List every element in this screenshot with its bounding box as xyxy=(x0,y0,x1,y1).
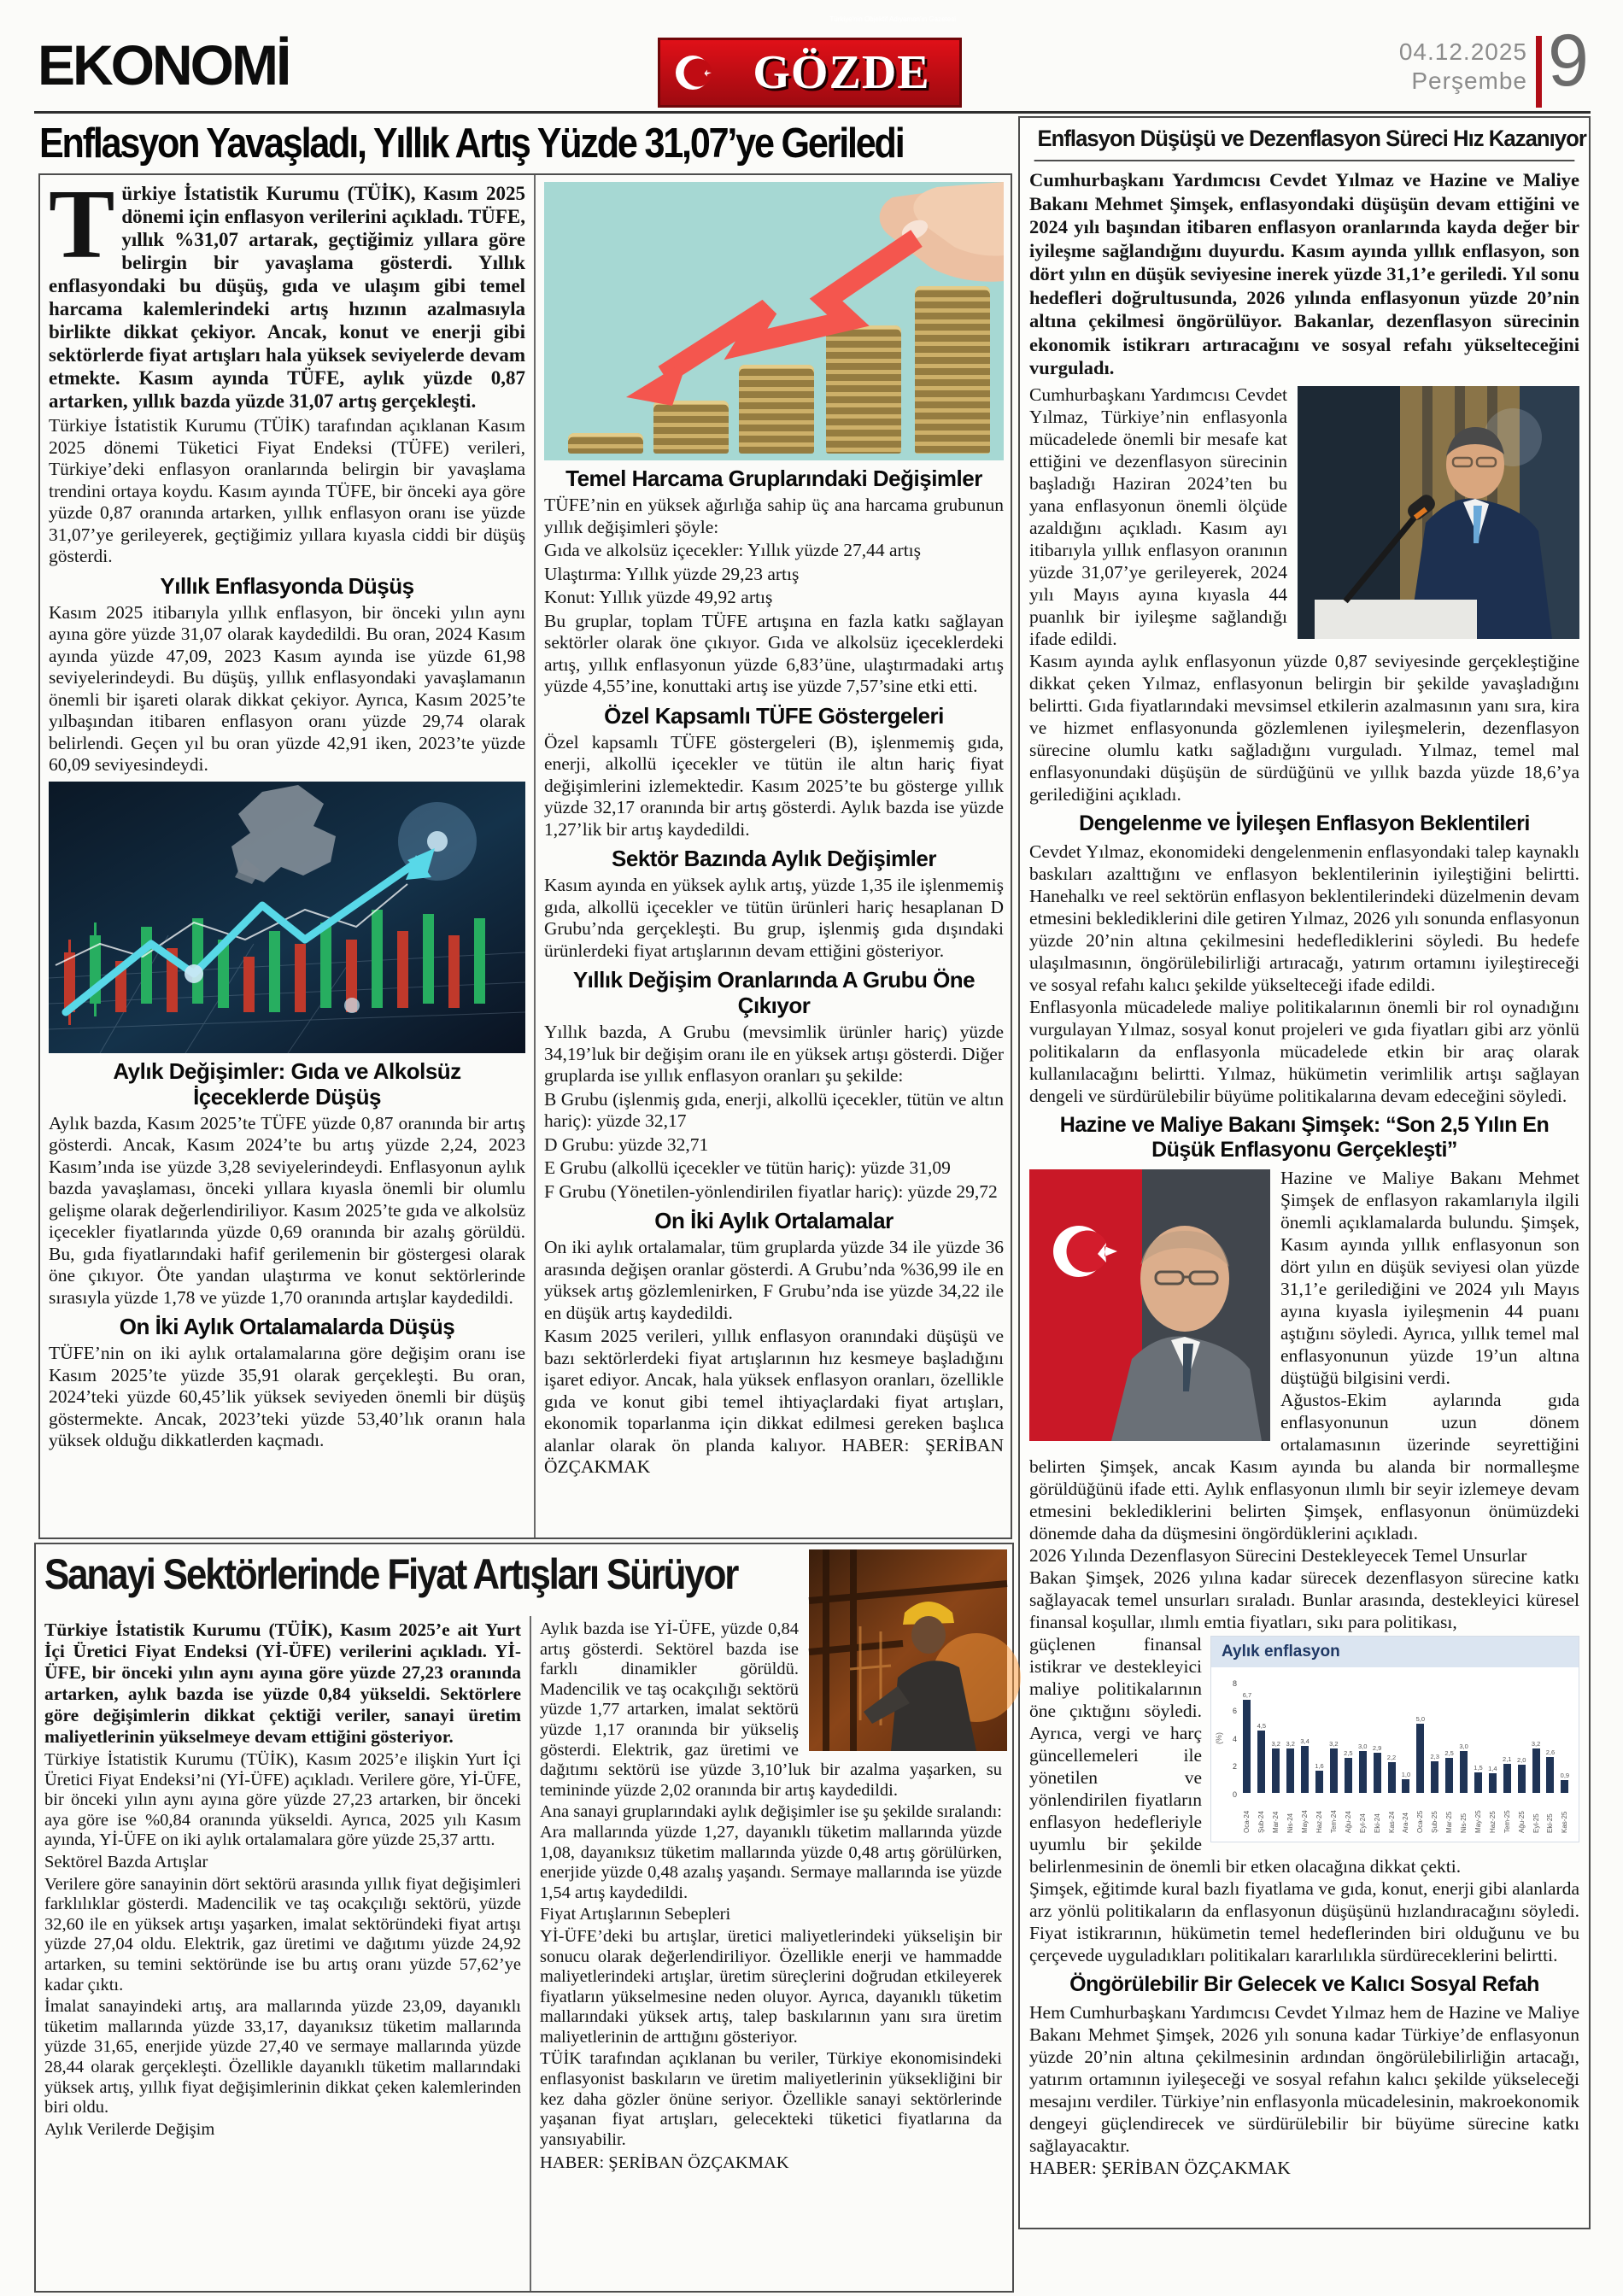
chart-bar: 0,9 Kas-25 xyxy=(1560,1771,1570,1833)
chart-bars xyxy=(1240,1672,1572,1833)
chart-y-tick: 8 xyxy=(1232,1678,1237,1688)
chart-bar: 2,9 Eki-24 xyxy=(1372,1743,1382,1833)
column-divider xyxy=(530,1616,531,2291)
byline: HABER: ŞERİBAN ÖZÇAKMAK xyxy=(1029,2157,1291,2178)
inline-subheading: Sektörel Bazda Artışlar xyxy=(44,1852,208,1871)
paragraph: On iki aylık ortalamalar, tüm gruplarda yüzde 34 ile yüzde 36 arasında değişen oranlar gösterdi. A Grubu’nda %36,99 ile en yüksek artış gözlemlenirken, F Grubu’nda ise yüzde 34,22 ile en düşük artış kaydedildi. xyxy=(544,1237,1004,1323)
chart-bar: 3,0 Eyl-24 xyxy=(1357,1742,1368,1833)
chart-bar: 5,0 Oca-25 xyxy=(1415,1714,1426,1833)
paragraph: Enflasyonla mücadelede maliye politikalarının önemli bir rol oynadığını vurgulayan Yılmaz, sosyal konut projeleri ve gıda fiyatları gibi arz yönlü politikaların da enflasyonla mücadelede etkin bir araç olarak kullanılacağını belirtti. Yılmaz, hükümetin verimlilik artışı sağlayan dengeli ve sürdürülebilir büyüme politikalarına devam edeceğini söyledi. xyxy=(1029,996,1579,1106)
byline: HABER: ŞERİBAN ÖZÇAKMAK xyxy=(540,2153,789,2173)
chart-bar: 3,2 Tem-24 xyxy=(1329,1739,1339,1833)
list-item: B Grubu (işlenmiş gıda, enerji, alkollü içecekler, tütün ve altın hariç): yüzde 32,17 xyxy=(544,1088,1004,1131)
chart-bar: 1,6 Haz-24 xyxy=(1315,1761,1324,1833)
right-article-headline: Enflasyon Düşüşü ve Dezenflasyon Süreci Hız Kazanıyor xyxy=(1034,118,1575,161)
paragraph: Cumhurbaşkanı Yardımcısı Cevdet Yılmaz, Türkiye’nin enflasyonla mücadelede önemli bir mesafe kat ettiğini ve dezenflasyon sürecinin başladığı Haziran 2024’ten bu yana enflasyonun önemli ölçüde azaldığını açıkladı. Kasım ayı itibarıyla yıllık enflasyon oranının yüzde 31,07’ye gerileyerek, 2024 yılı Mayıs ayına kıyasla 44 puanlık bir iyileşme sağlandığı ifade edildi. xyxy=(1029,384,1287,649)
subheading: Yıllık Enflasyonda Düşüş xyxy=(160,572,414,599)
date-block xyxy=(1365,38,1527,96)
subheading: Dengelenme ve İyileşen Enflasyon Beklentileri xyxy=(1079,811,1530,835)
chart-y-tick: 6 xyxy=(1232,1707,1237,1715)
subheading: Öngörülebilir Bir Gelecek ve Kalıcı Sosyal Refah xyxy=(1069,1971,1539,1996)
stock-market-photo xyxy=(49,782,525,1053)
logo-tagline: Türkiye'nin Objektif Adıyaman'ın Gazetesi xyxy=(829,15,956,23)
paragraph: İmalat sanayindeki artış, ara mallarında yüzde 23,09, dayanıklı tüketim mallarında yüzde 33,17, dayanıksız tüketim mallarında yüzde 31,65, enerjide yüzde 27,40 ve sermaye mallarında yüzde 28,44 olarak gerçekleşti. Özellikle dayanıklı tüketim mallarındaki yüksek artış, yıllık fiyat değişimlerinin dikkat çeken kalemlerinden biri oldu. xyxy=(44,1997,521,2117)
chart-title: Aylık enflasyon xyxy=(1211,1637,1579,1667)
lead-paragraph: Cumhurbaşkanı Yardımcısı Cevdet Yılmaz ve Hazine ve Maliye Bakanı Mehmet Şimşek, enflasyondaki düşüşün devam ettiğini ve 2024 yılı başından itibaren enflasyon oranlarında kayda değer bir iyileşme sağlandığını duyurdu. Kasım ayında yıllık enflasyon, son dört yılın en düşük seviyesine inerek yüzde 31,1’e geriledi. Yıl sonu hedefleri doğrultusunda, 2026 yılında enflasyonun yüzde 20’nin altına çekilmesi öngörülüyor. Bakanlar, dezenflasyon sürecinin ekonomik istikrarı artıracağını ve sosyal refahı yükselteceğini vurguladı. xyxy=(1029,169,1579,378)
page-number-divider xyxy=(1536,36,1542,108)
subheading: Hazine ve Maliye Bakanı Şimşek: “Son 2,5 Yılın En Düşük Enflasyonu Gerçekleşti” xyxy=(1059,1112,1550,1162)
bottom-article xyxy=(34,1543,1014,2293)
main-article xyxy=(38,170,1012,1539)
subheading: On İki Aylık Ortalamalar xyxy=(654,1208,894,1233)
chart-y-tick: 0 xyxy=(1232,1789,1237,1799)
chart-bar: 2,0 Ağu-25 xyxy=(1516,1755,1526,1833)
list-item: Gıda ve alkolsüz içecekler: Yıllık yüzde 27,44 artış xyxy=(544,540,922,560)
subheading: Yıllık Değişim Oranlarında A Grubu Öne Çıkıyor xyxy=(572,967,976,1018)
list-item: E Grubu (alkollü içecekler ve tütün hariç): yüzde 31,09 xyxy=(544,1157,951,1178)
chart-bar: 3,0 Nis-25 xyxy=(1459,1742,1468,1833)
logo-title: GÖZDE xyxy=(753,46,930,99)
issue-date: 04.12.2025 xyxy=(1398,38,1527,65)
paragraph: Ana sanayi gruplarındaki aylık değişimler ise şu şekilde sıralandı: Ara mallarında yüzde 1,27, dayanıklı tüketim mallarında yüzde 1,08, dayanıksız tüketim mallarında yüzde 0,48 artış görülürken, enerjide yüzde 0,48 azalış yaşandı. Sermaye mallarında ise yüzde 1,54 artış kaydedildi. xyxy=(540,1802,1002,1902)
bottom-article-column-2 xyxy=(540,1620,1002,2287)
chart-bar: 2,5 Mar-25 xyxy=(1444,1748,1454,1833)
photo-wrap-spacer xyxy=(799,1620,1002,1754)
paragraph: Yıllık bazda, A Grubu (mevsimlik ürünler hariç) yüzde 34,19’luk bir değişim oranı ile en yüksek artışı gösterdi. Diğer gruplarda ise yıllık enflasyon oranları şu şekilde: xyxy=(544,1022,1004,1086)
chart-plot xyxy=(1211,1667,1579,1835)
main-headline: Enflasyon Yavaşladı, Yıllık Artış Yüzde 31,07’ye Geriledi xyxy=(39,120,904,167)
paragraph: Bakan Şimşek, 2026 yılına kadar sürecek dezenflasyon sürecine katkı sağlayacak temel unsurları sıraladı. Bunlar arasında, destekleyici küresel finansal koşullar, ılımlı emtia fiyatları, sıkı para politikası, xyxy=(1029,1567,1579,1632)
paragraph: Verilere göre sanayinin dört sektörü arasında yıllık fiyat değişimleri farklılıklar gösterdi. Madencilik ve taş ocakçılığı sektörü, yüzde 32,60 ile en yüksek artışı yaşarken, imalat sektöründeki fiyat artışı yüzde 27,04 oldu. Elektrik, gaz üretimi ve dağıtımı yüzde 24,92 artarken, su temini sektöründe ise bu artış oranı yüzde 57,62’ye kadar çıktı. xyxy=(44,1874,521,1994)
coins-arrow-photo xyxy=(544,182,1004,460)
cevdet-yilmaz-photo xyxy=(1298,386,1579,639)
paragraph: Kasım ayında en yüksek aylık artış, yüzde 1,35 ile işlenmemiş gıda, alkollü içecekler ve tütün ürünleri hariç hesaplanan D Grubu’nda gerçekleşti. Bu grup, işlenmiş gıda dışındaki ürünlerdeki fiyat artışlarının devam ettiğini gösteriyor. xyxy=(544,875,1004,961)
header-rule xyxy=(34,111,1591,114)
paragraph: Özel kapsamlı TÜFE göstergeleri (B), işlenmemiş gıda, enerji, alkollü içecekler ve tütün ile altın hariç fiyat değişimlerini izlemektedir. Kasım 2025’te bu gösterge yıllık yüzde 32,17 oranında bir artış gösterdi. Aylık bazda ise yüzde 1,27’lik bir artış kaydedildi. xyxy=(544,731,1004,840)
main-article-column-2 xyxy=(544,182,1004,1534)
lead-paragraph: Türkiye İstatistik Kurumu (TÜİK), Kasım 2025’e ait Yurt İçi Üretici Fiyat Endeksi (Yİ-ÜFE) verilerini açıkladı. Yİ-ÜFE, bir önceki yılın aynı ayına göre yüzde 27,23 oranında artarken, aylık bazda ise yüzde 0,84 yükseldi. Sektörlere göre değişimlerin dikkat çektiği veriler, sanayi üretim maliyetlerinin yükselmeye devam ettiğini gösteriyor. xyxy=(44,1620,521,1747)
paragraph: Ağustos-Ekim aylarında gıda enflasyonunun uzun dönem ortalamasının üzerinde seyrettiğini belirten Şimşek, ancak Kasım ayında bu alanda bir normalleşme görüldüğünü ifade etti. Aylık enflasyonun ılımlı bir seyir izlemeye devam etmesini beklediklerini belirten Şimşek, enflasyonun önümüzdeki dönemde daha da düşmesini öngördüklerini açıkladı. xyxy=(1029,1389,1579,1543)
inline-subheading: Fiyat Artışlarının Sebepleri xyxy=(540,1905,731,1924)
chart-bar: 3,2 Nis-24 xyxy=(1286,1739,1295,1833)
subheading: Temel Harcama Gruplarındaki Değişimler xyxy=(565,466,982,491)
paragraph: Hem Cumhurbaşkanı Yardımcısı Cevdet Yılmaz hem de Hazine ve Maliye Bakanı Mehmet Şimşek, 2026 yılı sonuna kadar Türkiye’de enflasyonun yüzde 20’nin altına çekilmesinin ardından öngörülebilirliğin artacağı, yatırım ortamının iyileşeceği ve sosyal refahın kalıcı şekilde yükseleceği mesajını verdiler. Türkiye’nin enflasyonla mücadelesinin, makroekonomik dengeyi güçlendirecek ve sürdürülebilir bir büyüme sürecine katkı sağlayacaktır. xyxy=(1029,2001,1579,2156)
minister-portrait-illustration xyxy=(1029,1169,1270,1441)
chart-y-tick: 4 xyxy=(1232,1734,1237,1743)
section-title: EKONOMİ xyxy=(38,33,290,97)
right-article xyxy=(1018,116,1591,2229)
chart-bar: 6,7 Oca-24 xyxy=(1242,1690,1252,1833)
chart-bar: 1,5 May-25 xyxy=(1474,1763,1483,1833)
mehmet-simsek-photo xyxy=(1029,1169,1270,1441)
chart-bar: 3,2 Eyl-25 xyxy=(1531,1739,1541,1833)
chart-bar: 2,2 Kas-24 xyxy=(1386,1753,1397,1833)
list-item: D Grubu: yüzde 32,71 xyxy=(544,1133,709,1155)
crescent-star-icon xyxy=(669,45,724,100)
subheading: Sektör Bazında Aylık Değişimler xyxy=(612,846,936,871)
stock-market-illustration xyxy=(49,782,525,1053)
paragraph: TÜFE’nin en yüksek ağırlığa sahip üç ana harcama grubunun yıllık değişimleri şöyle: xyxy=(544,495,1004,537)
list-item: Konut: Yıllık yüzde 49,92 artış xyxy=(544,587,773,607)
bottom-article-headline: Sanayi Sektörlerinde Fiyat Artışları Sürüyor xyxy=(44,1550,738,1598)
chart-y-tick: 2 xyxy=(1232,1762,1237,1771)
bottom-article-column-1 xyxy=(44,1620,521,2287)
paragraph: TÜFE’nin on iki aylık ortalamalarına göre değişim oranı ise Kasım 2025’te yüzde 35,91 olarak gerçekleşti. Bu oran, 2024’teki yüzde 60,45’lik yüksek seviyeden önemli bir düşüş göstermekte. Ancak, 2023’teki yüzde 53,40’lık oranın hala yüksek olduğu dikkatlerden kaçmadı. xyxy=(49,1343,525,1450)
list-item: Ulaştırma: Yıllık yüzde 29,23 artış xyxy=(544,563,800,584)
red-arrow-hand xyxy=(544,182,1004,460)
paragraph: Cevdet Yılmaz, ekonomideki dengelenmenin enflasyondaki talep kaynaklı baskıları azalttığını ve enflasyon beklentilerinin iyileştiğini belirtti. Hanehalkı ve reel sektörün enflasyon beklentilerindeki düzelmenin devam etmesini beklediklerini dile getiren Yılmaz, 2026 yılı sonunda enflasyonun yüzde 20’nin altına çekilmesini hedeflediklerini söyledi. Bu hedefe ulaşılmasının, öngörülebilirliği artıracağı, yatırım ortamını iyileştireceği ve sosyal refahı kalıcı şekilde yükselteceği ifade edildi. xyxy=(1029,840,1579,995)
paragraph: Kasım 2025 verileri, yıllık enflasyon oranındaki düşüşü ve bazı sektörlerdeki fiyat artışlarının hız kesmeye başladığını işaret ediyor. Ancak, hala yüksek enflasyon oranları, özellikle gıda ve konut gibi temel ihtiyaçlardaki fiyat artışları, ekonomik toparlanma için dikkat edilmesi gereken başlıca alanlar olarak ön planda kalıyor. HABER: ŞERİBAN ÖZÇAKMAK xyxy=(544,1326,1004,1477)
paragraph: Türkiye İstatistik Kurumu (TÜİK) tarafından açıklanan Kasım 2025 dönemi Tüketici Fiyat Endeksi (TÜFE) verileri, Türkiye’deki enflasyon oranlarında belirgin bir yavaşlama trendini ortaya koydu. Kasım ayında TÜFE, bir önceki aya göre yüzde 0,87 oranında artarken, yıllık enflasyon oranı ise yüzde 31,07’ye gerileyerek, geçtiğimiz yıllara kıyasla ciddi bir düşüş gösterdi. xyxy=(49,415,525,566)
paragraph: Kasım 2025 itibarıyla yıllık enflasyon, bir önceki yılın aynı ayına göre yüzde 31,07 olarak kaydedildi. Bu oran, 2024 Kasım ayında yüzde 47,09, 2023 Kasım ayında ise yüzde 61,98 seviyelerindeydi. Bu düşüş, yıllık enflasyondaki yavaşlamanın önemli bir işareti olarak dikkat çekiyor. Ayrıca, Kasım 2025’te yılbaşından itibaren enflasyon oranı yüzde 29,74 olarak belirlendi. Geçen yıl bu oran yüzde 42,91 iken, 2023’te yüzde 60,09 seviyesindeydi. xyxy=(49,601,525,775)
paragraph: güçlenen finansal istikrar ve destekleyici maliye politikalarının öne çıktığını söyledi. Ayrıca, vergi ve harç güncellemeleri ile yönetilen ve yönlendirilen fiyatların enflasyon hedefleriyle uyumlu bir şekilde belirlenmesinin de önemli bir etken olacağına dikkat çekti. xyxy=(1029,1633,1462,1877)
page-number: 9 xyxy=(1548,20,1589,102)
chart-bar: 2,3 Şub-25 xyxy=(1430,1752,1439,1833)
paragraph: Aylık bazda ise Yİ-ÜFE, yüzde 0,84 artış gösterdi. Sektörel bazda ise farklı dinamikler görüldü. Madencilik ve taş ocakçılığı sektörü yüzde 1,77 artarken, imalat sektörü yüzde 1,17 oranında bir yükseliş gösterdi. Elektrik, gaz üretimi ve dağıtımı sektörü ise yüzde 3,10’luk bir azalma yaşarken, su temininde yüzde 2,02 oranında bir artış kaydedildi. xyxy=(540,1620,1002,1800)
speaker-at-podium-illustration xyxy=(1298,386,1579,639)
lead-text: ürkiye İstatistik Kurumu (TÜİK), Kasım 2025 dönemi için enflasyon verilerini açıkladı. TÜFE, yıllık %31,07 artarak, geçtiğimiz yıllara göre belirgin bir yavaşlama gösterdi. Yıllık enflasyondaki bu düşüş, gıda ve ulaşım gibi temel harcama kalemlerindeki artış hızının azalmasıyla birlikte dikkat çekiyor. Ancak, konut ve enerji gibi sektörlerde fiyat artışları hala yüksek seviyelerde devam etmekte. Kasım ayında TÜFE, aylık yüzde 0,87 artarken, yıllık bazda yüzde 31,07 artış gerçekleşti. xyxy=(49,183,525,412)
subheading: Özel Kapsamlı TÜFE Göstergeleri xyxy=(604,702,944,729)
paragraph: Bu gruplar, toplam TÜFE artışına en fazla katkı sağlayan sektörler olarak öne çıkıyor. Gıda ve alkolsüz içeceklerdeki artış, yıllık enflasyonun yüzde 6,83’üne, ulaştırmadaki artış yüzde 4,55’ine, konuttaki artış ise yüzde 7,57’sine etki etti. xyxy=(544,610,1004,696)
chart-bar: 1,4 Haz-25 xyxy=(1488,1764,1497,1833)
chart-bar: 4,5 Şub-24 xyxy=(1257,1721,1267,1833)
paragraph: Şimşek, eğitimde kural bazlı fiyatlama ve gıda, konut, enerji gibi alanlarda arz yönlü politikaların da enflasyonun düşüşünü hızlandıracağını söyledi. Fiyat istikrarının, hükümetin temel hedeflerinden biri olduğunu ve bu çerçevede uyguladıkları politikaları kararlılıkla sürdüreceklerini belirtti. xyxy=(1029,1877,1579,1965)
chart-bar: 2,6 Eki-25 xyxy=(1545,1748,1556,1833)
paragraph: TÜİK tarafından açıklanan bu veriler, Türkiye ekonomisindeki enflasyonist baskıların ve üretim maliyetlerinin yüksekliğini bir kez daha gözler önüne seriyor. Özellikle sanayi sektörlerinde yaşanan fiyat artışları, gelecekteki tüketici fiyatlarına da yansıyabilir. xyxy=(540,2049,1002,2149)
paragraph: Hazine ve Maliye Bakanı Mehmet Şimşek de enflasyon rakamlarıyla ilgili önemli açıklamalarda bulundu. Şimşek, Kasım ayında yıllık enflasyonun son dört yılın en düşük seviyesi olan yüzde 31,1’e gerilediğini ve 2024 yılı Mayıs ayına kıyasla iyileşmenin 44 puanı aştığını söyledi. Ayrıca, yıllık temel mal enflasyonunun yüzde 19’un altına düştüğü bilgisini verdi. xyxy=(1280,1167,1579,1388)
column-divider xyxy=(534,175,536,1538)
issue-weekday: Perşembe xyxy=(1411,67,1527,94)
subheading: Aylık Değişimler: Gıda ve Alkolsüz İçeceklerde Düşüş xyxy=(113,1057,461,1110)
main-article-column-1 xyxy=(49,170,525,1534)
chart-wrap xyxy=(1029,1633,1579,1877)
subheading: On İki Aylık Ortalamalarda Düşüş xyxy=(119,1314,455,1339)
newspaper-logo xyxy=(658,15,962,108)
drop-cap: T xyxy=(49,170,115,279)
inline-subheading: Aylık Verilerde Değişim xyxy=(44,2119,215,2139)
chart-bar: 2,5 Ağu-24 xyxy=(1344,1748,1353,1833)
lead-paragraph xyxy=(49,170,525,413)
chart-bar: 2,1 Tem-25 xyxy=(1503,1754,1512,1833)
paragraph: Yİ-ÜFE’deki bu artışlar, üretici maliyetlerindeki yükselişin bir sonucu olarak değerlendiriliyor. Özellikle enerji ve hammadde maliyetlerindeki artışlar, üretim süreçlerini doğrudan etkileyerek fiyatların yükselmesine neden oluyor. Ayrıca, dayanıklı tüketim mallarındaki yüksek artış, talep baskılarının yanı sıra üretim maliyetlerinin de arttığını gösteriyor. xyxy=(540,1926,1002,2047)
monthly-inflation-chart xyxy=(1210,1636,1579,1842)
list-item: F Grubu (Yönetilen-yönlendirilen fiyatlar hariç): yüzde 29,72 xyxy=(544,1180,998,1202)
chart-bar: 3,4 May-24 xyxy=(1300,1737,1310,1833)
paragraph: Türkiye İstatistik Kurumu (TÜİK), Kasım 2025’e ilişkin Yurt İçi Üretici Fiyat Endeksi’ni (Yİ-ÜFE) açıkladı. Verilere göre, Yİ-ÜFE, bir önceki yılın aynı ayına göre yüzde 27,23 artarken, bir önceki aya göre ise %0,84 oranında yükseldi. Ayrıca, 2025 yılı Kasım ayında, Yİ-ÜFE on iki aylık ortalamalara göre yüzde 25,37 arttı. xyxy=(44,1750,521,1850)
paragraph: Kasım ayında aylık enflasyonun yüzde 0,87 seviyesinde gerçekleştiğine dikkat çeken Yılmaz, enflasyonun belirgin bir şekilde yavaşladığını belirtti. Gıda fiyatlarındaki mevsimsel etkilerin azalmasının yanı sıra, kira ve hizmet enflasyonunda gözlemlenen iyileşmelerin, dezenflasyon sürecine olumlu katkı sağladığını vurguladı. Yılmaz, temel mal enflasyonundaki düşüşün de sürdüğünü ve yıllık bazda yüzde 18,6’ya gerilediğini açıkladı. xyxy=(1029,650,1579,805)
paragraph: 2026 Yılında Dezenflasyon Sürecini Destekleyecek Temel Unsurlar xyxy=(1029,1544,1527,1566)
chart-bar: 3,2 Mar-24 xyxy=(1271,1739,1280,1833)
chart-y-axis-label: (%) xyxy=(1215,1731,1223,1744)
chart-bar: 1,0 Ara-24 xyxy=(1401,1770,1411,1833)
right-article-body xyxy=(1020,161,1589,2186)
paragraph: Aylık bazda, Kasım 2025’te TÜFE yüzde 0,87 oranında bir artış gösterdi. Ancak, Kasım 2024’te bu artış yüzde 2,24, 2023 Kasım’ında ise yüzde 3,28 seviyelerindeydi. Enflasyonun aylık bazda yavaşlaması, önceki yıllara kıyasla önemli bir olumlu gelişme olarak değerlendiriliyor. Kasım 2025’te gıda ve alkolsüz içecekler fiyatlarında yüzde 0,69 oranında bir azalış görüldü. Bu, gıda fiyatlarındaki hafif gerilemenin bir göstergesi olarak öne çıkıyor. Öte yandan ulaştırma ve konut sektörlerinde sırasıyla yüzde 1,78 ve yüzde 1,70 oranında artışlar kaydedildi. xyxy=(49,1112,525,1308)
